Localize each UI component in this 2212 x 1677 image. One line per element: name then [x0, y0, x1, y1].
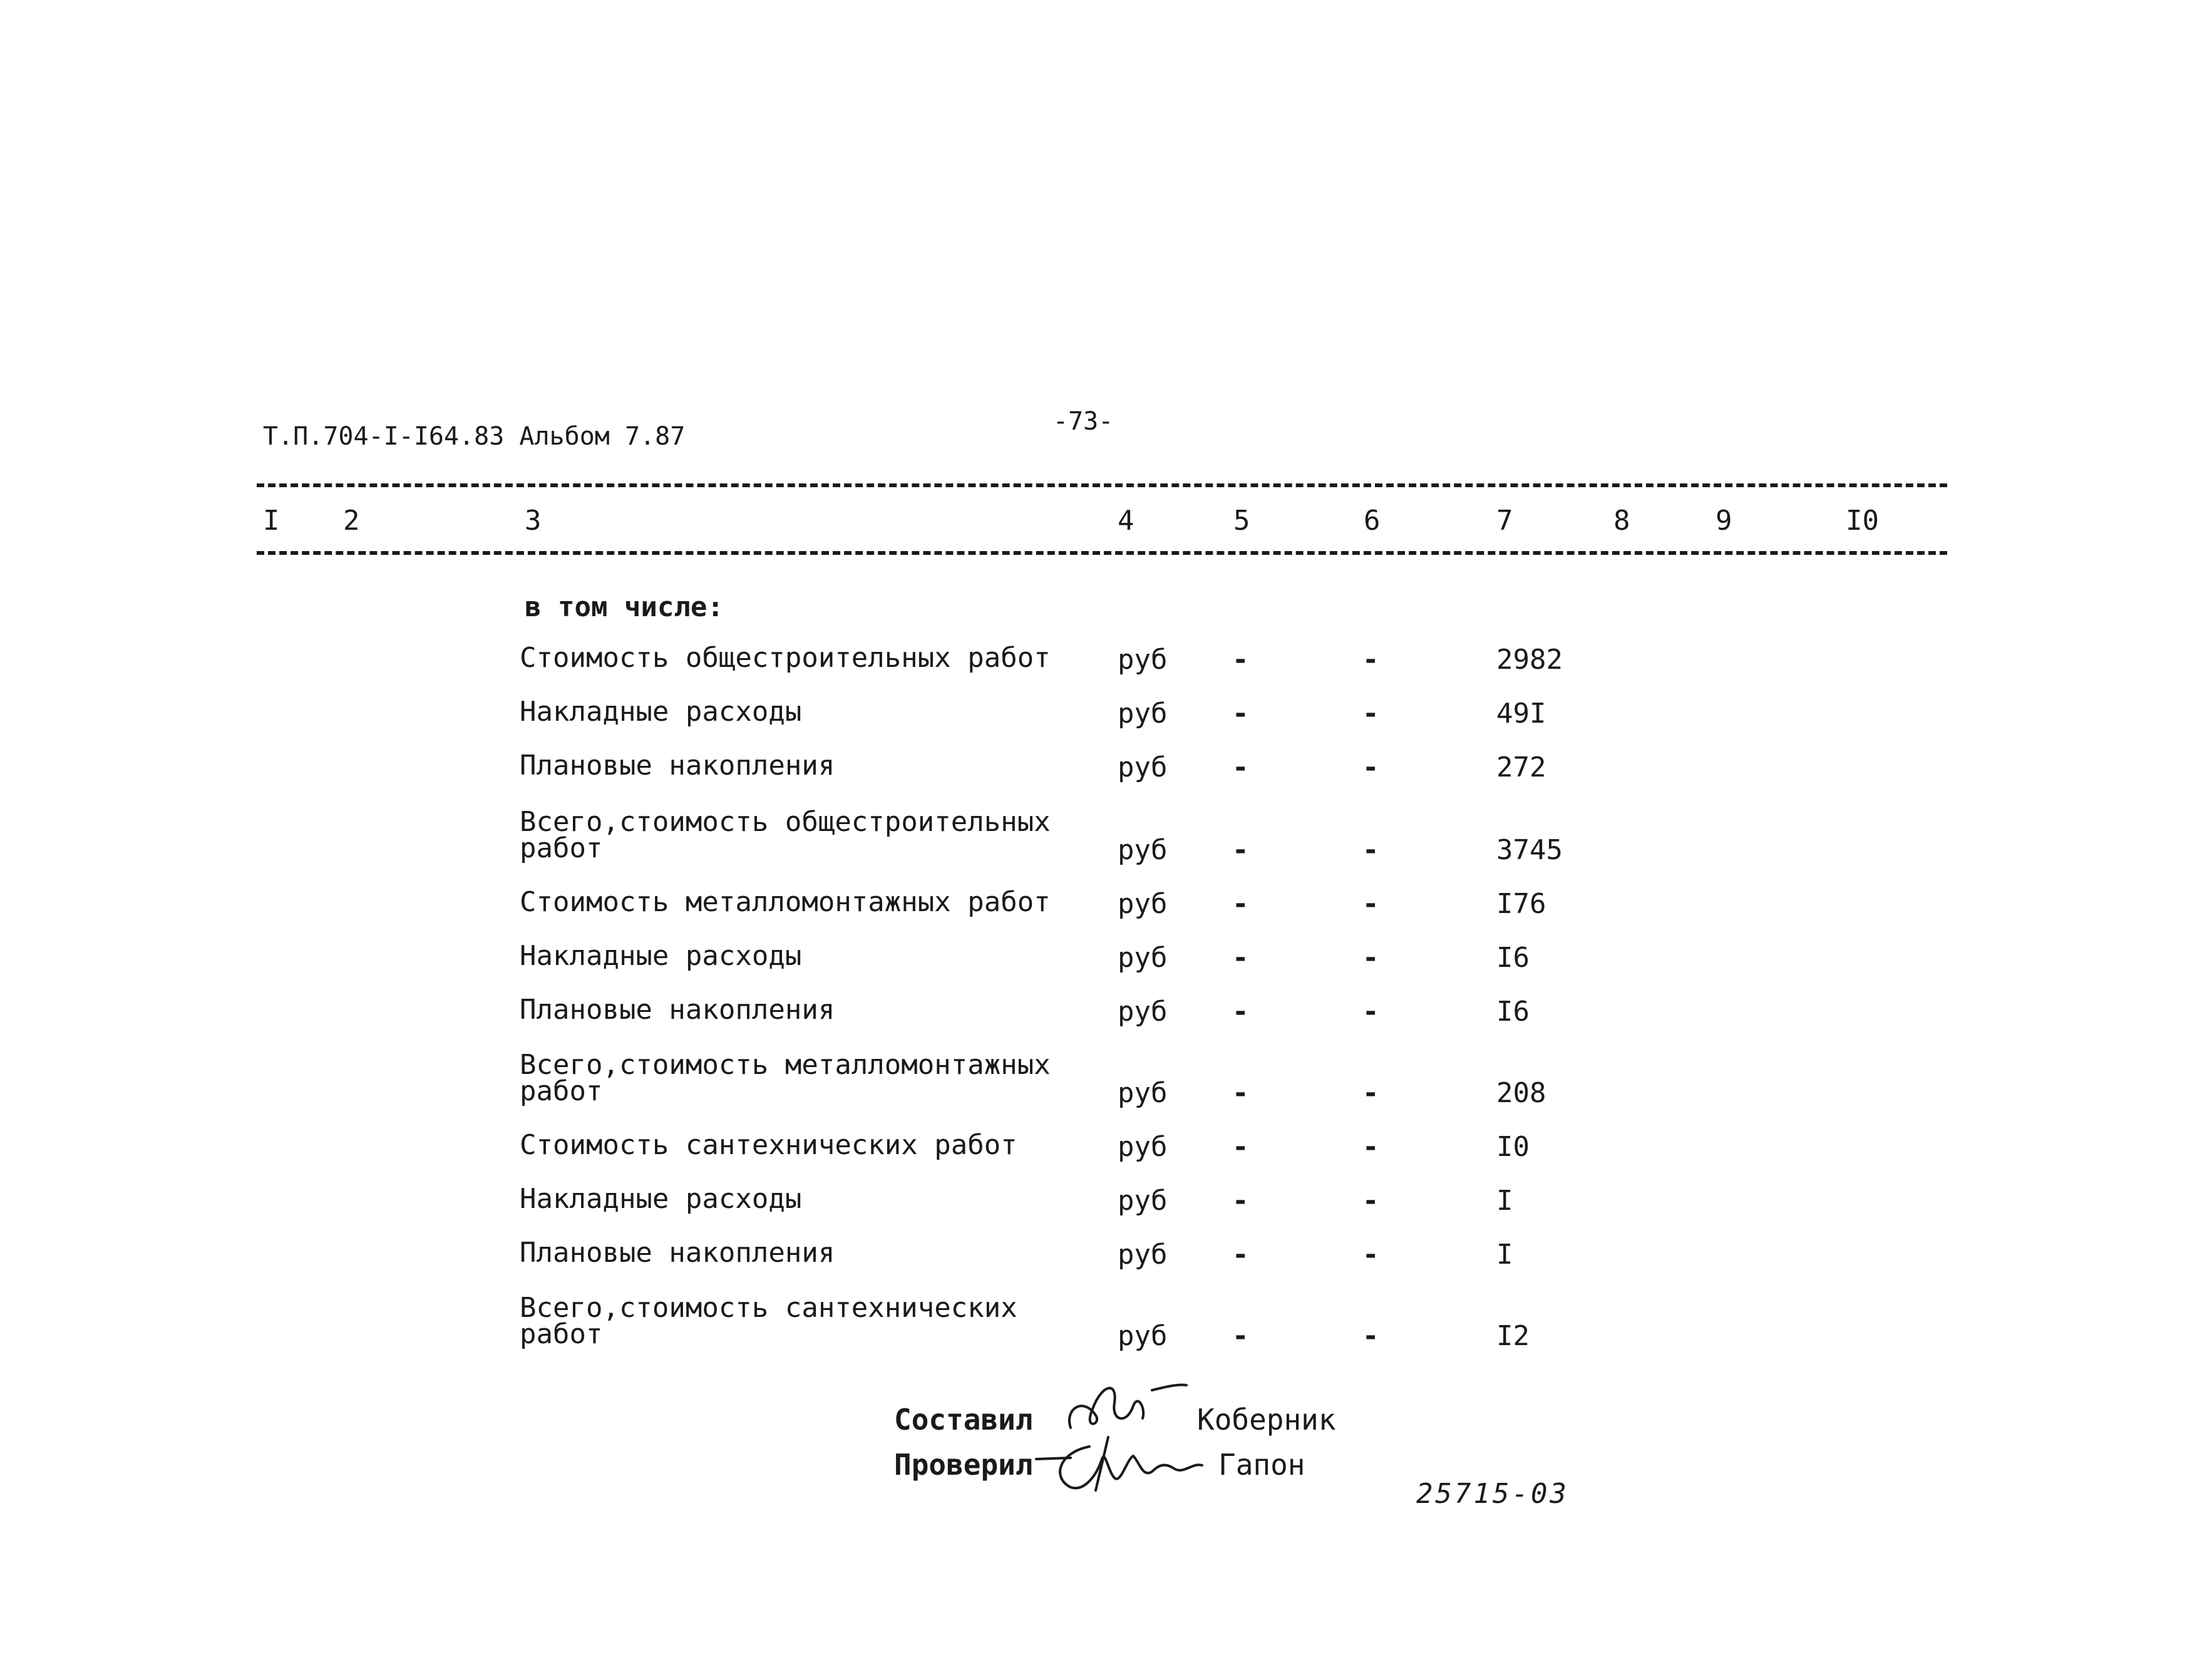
row-col5: -	[1232, 751, 1249, 783]
column-number: 2	[343, 505, 360, 537]
row-unit: руб	[1118, 698, 1168, 730]
column-number: 8	[1613, 505, 1630, 537]
column-number: 7	[1496, 505, 1513, 537]
column-number: I0	[1846, 505, 1879, 537]
checked-signature-scribble	[1033, 1434, 1227, 1503]
row-value: I0	[1496, 1131, 1530, 1163]
row-col6: -	[1362, 996, 1379, 1028]
row-label: Накладные расходы	[520, 1183, 802, 1215]
row-value: I76	[1496, 888, 1546, 920]
row-value: I6	[1496, 996, 1530, 1028]
row-col5: -	[1232, 1320, 1249, 1352]
row-unit: руб	[1118, 1239, 1168, 1271]
row-unit: руб	[1118, 751, 1168, 783]
row-label: Плановые накопления	[520, 1237, 835, 1269]
row-value: 3745	[1496, 834, 1563, 866]
row-col5: -	[1232, 834, 1249, 866]
column-number: 4	[1118, 505, 1134, 537]
row-value: I	[1496, 1185, 1513, 1217]
row-unit: руб	[1118, 644, 1168, 676]
row-col6: -	[1362, 1077, 1379, 1109]
row-value: I6	[1496, 942, 1530, 974]
row-unit: руб	[1118, 888, 1168, 920]
page-number: -73-	[1053, 407, 1114, 436]
document-reference: Т.П.704-I-I64.83 Альбом 7.87	[263, 422, 686, 451]
row-label: Накладные расходы	[520, 940, 802, 972]
row-col5: -	[1232, 1077, 1249, 1109]
row-label-continuation: работ	[520, 1075, 603, 1107]
row-value: I2	[1496, 1320, 1530, 1352]
row-col6: -	[1362, 1320, 1379, 1352]
row-col6: -	[1362, 888, 1379, 920]
row-col5: -	[1232, 888, 1249, 920]
compiled-by-label: Составил	[894, 1403, 1033, 1437]
row-label-continuation: работ	[520, 1318, 603, 1350]
row-value: 49I	[1496, 698, 1546, 730]
row-label-continuation: работ	[520, 832, 603, 864]
bottom-dashed-rule	[257, 551, 1947, 555]
footer-number: 25715-03	[1416, 1478, 1569, 1510]
row-unit: руб	[1118, 1077, 1168, 1109]
section-intro: в том числе:	[525, 591, 724, 623]
row-col5: -	[1232, 942, 1249, 974]
row-col5: -	[1232, 1131, 1249, 1163]
column-number: 5	[1233, 505, 1250, 537]
checked-by-name: Гапон	[1218, 1448, 1305, 1482]
column-number: 9	[1716, 505, 1732, 537]
compiled-signature-scribble	[1058, 1371, 1196, 1440]
row-col6: -	[1362, 644, 1379, 676]
row-col6: -	[1362, 834, 1379, 866]
row-label: Накладные расходы	[520, 696, 802, 728]
row-col5: -	[1232, 1239, 1249, 1271]
row-label: Плановые накопления	[520, 750, 835, 782]
row-value: I	[1496, 1239, 1513, 1271]
row-label: Всего,стоимость металломонтажных	[520, 1049, 1051, 1081]
compiled-by-name: Коберник	[1197, 1403, 1336, 1437]
row-col6: -	[1362, 1239, 1379, 1271]
row-unit: руб	[1118, 1185, 1168, 1217]
row-col5: -	[1232, 698, 1249, 730]
row-unit: руб	[1118, 942, 1168, 974]
row-label: Стоимость сантехнических работ	[520, 1129, 1017, 1161]
row-value: 272	[1496, 751, 1546, 783]
row-col5: -	[1232, 996, 1249, 1028]
row-col6: -	[1362, 698, 1379, 730]
top-dashed-rule	[257, 483, 1947, 487]
row-value: 2982	[1496, 644, 1563, 676]
row-col6: -	[1362, 1131, 1379, 1163]
column-number: 3	[525, 505, 542, 537]
row-col5: -	[1232, 1185, 1249, 1217]
row-unit: руб	[1118, 996, 1168, 1028]
column-number: 6	[1364, 505, 1381, 537]
row-col5: -	[1232, 644, 1249, 676]
row-label: Стоимость общестроительных работ	[520, 642, 1051, 674]
row-col6: -	[1362, 1185, 1379, 1217]
row-unit: руб	[1118, 1320, 1168, 1352]
column-number: I	[263, 505, 280, 537]
row-label: Всего,стоимость общестроительных	[520, 806, 1051, 838]
row-col6: -	[1362, 751, 1379, 783]
checked-by-label: Проверил	[894, 1448, 1033, 1482]
row-value: 208	[1496, 1077, 1546, 1109]
row-unit: руб	[1118, 1131, 1168, 1163]
row-label: Стоимость металломонтажных работ	[520, 886, 1051, 918]
row-col6: -	[1362, 942, 1379, 974]
row-label: Плановые накопления	[520, 994, 835, 1026]
row-label: Всего,стоимость сантехнических	[520, 1292, 1017, 1324]
row-unit: руб	[1118, 834, 1168, 866]
